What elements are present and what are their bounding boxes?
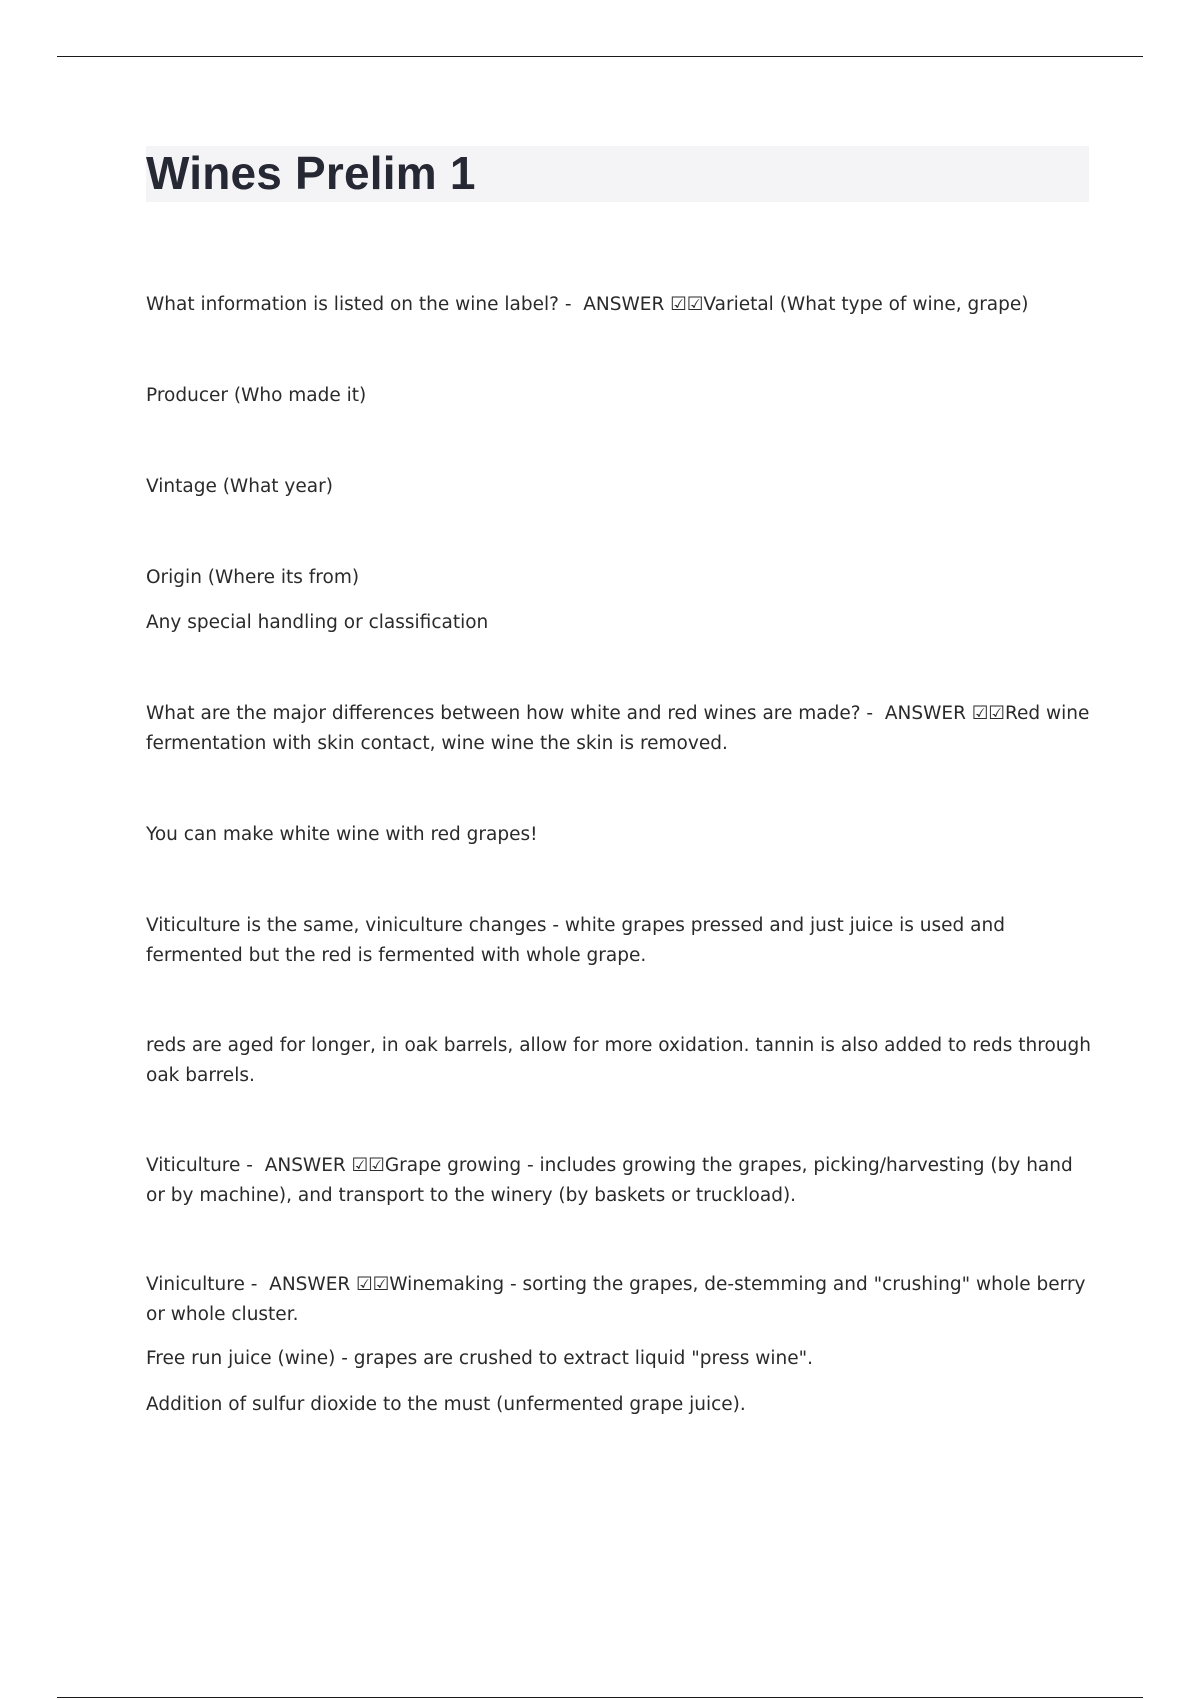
answer-line-producer: Producer (Who made it) [146, 385, 367, 406]
question-wine-label: What information is listed on the wine label? - ANSWER ☑☑Varietal (What type of wine, grape) [146, 294, 1029, 315]
question-white-vs-red: What are the major differences between how white and red wines are made? - ANSWER ☑☑Red wine fermentation with skin contact, wine wine the skin is removed. [146, 703, 1096, 754]
answer-line-reds-aged: reds are aged for longer, in oak barrels, allow for more oxidation. tannin is also added to reds through oak barrels. [146, 1035, 1097, 1086]
header-rule [57, 56, 1143, 57]
question-viniculture: Viniculture - ANSWER ☑☑Winemaking - sorting the grapes, de-stemming and "crushing" whole berry or whole cluster. [146, 1274, 1092, 1325]
answer-line-sulfur-dioxide: Addition of sulfur dioxide to the must (unfermented grape juice). [146, 1394, 746, 1415]
footer-rule [57, 1697, 1143, 1698]
answer-line-white-from-red: You can make white wine with red grapes! [146, 824, 538, 845]
answer-line-viticulture-same: Viticulture is the same, viniculture changes - white grapes pressed and just juice is used and fermented but the red is fermented with whole grape. [146, 915, 1011, 966]
answer-line-special-handling: Any special handling or classification [146, 612, 489, 633]
answer-line-free-run-juice: Free run juice (wine) - grapes are crushed to extract liquid "press wine". [146, 1348, 813, 1369]
answer-line-origin: Origin (Where its from) [146, 567, 360, 588]
question-viticulture: Viticulture - ANSWER ☑☑Grape growing - includes growing the grapes, picking/harvesting (by hand or by machine), and transport to the winery (by baskets or truckload). [146, 1155, 1079, 1206]
document-title: Wines Prelim 1 [146, 147, 476, 199]
answer-line-vintage: Vintage (What year) [146, 476, 333, 497]
